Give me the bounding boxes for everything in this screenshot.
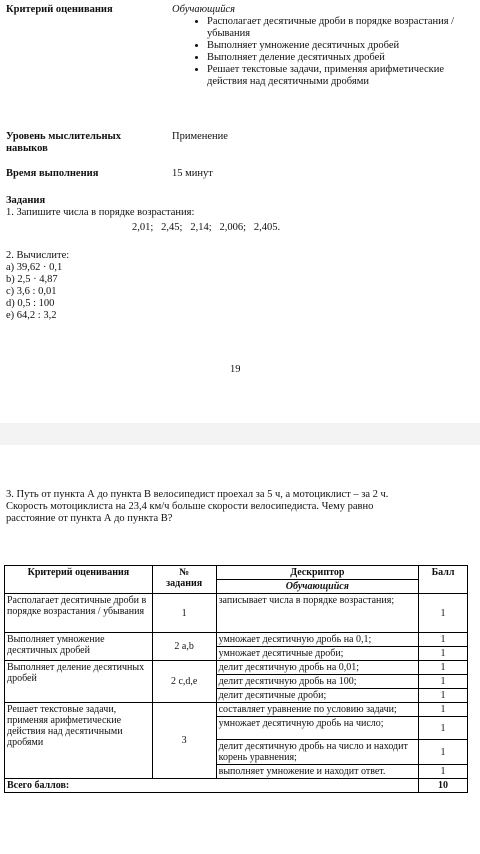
total-value: 10	[419, 779, 468, 793]
score-cell: 1	[419, 647, 468, 661]
header-descriptor: Дескриптор	[216, 566, 418, 580]
task-cell: 2 a,b	[152, 633, 216, 661]
descriptor-cell: делит десятичную дробь на 100;	[216, 675, 418, 689]
header-criteria: Критерий оценивания	[5, 566, 153, 594]
score-cell: 1	[419, 703, 468, 717]
descriptor-cell: выполняет умножение и находит ответ.	[216, 765, 418, 779]
list-item: c) 3,6 : 0,01	[6, 286, 57, 297]
total-label: Всего баллов:	[5, 779, 419, 793]
task1-text: 1. Запишите числа в порядке возрастания:	[6, 207, 195, 218]
task-cell: 1	[152, 594, 216, 633]
table-row	[5, 633, 468, 647]
score-cell: 1	[419, 594, 468, 633]
task1-numbers: 2,01; 2,45; 2,14; 2,006; 2,405.	[132, 222, 281, 233]
criterion-cell: Решает текстовые задачи, применяя арифметические действия над десятичными дробями	[5, 703, 153, 779]
total-row	[5, 779, 468, 793]
score-cell: 1	[419, 689, 468, 703]
time-label: Время выполнения	[6, 168, 99, 179]
score-cell: 1	[419, 675, 468, 689]
list-item: e) 64,2 : 3,2	[6, 310, 57, 321]
criteria-item: • Располагает десятичные дроби в порядке возрастания / убывания	[207, 16, 472, 40]
thinking-skills-label: Уровень мыслительных навыков	[6, 131, 121, 154]
criterion-cell: Выполняет умножение десятичных дробей	[5, 633, 153, 661]
thinking-skills-value: Применение	[172, 131, 228, 142]
list-item: b) 2,5 · 4,87	[6, 274, 58, 285]
score-cell: 1	[419, 717, 468, 740]
descriptor-cell: записывает числа в порядке возрастания;	[216, 594, 418, 633]
criteria-item: • Выполняет деление десятичных дробей	[207, 52, 472, 64]
task-cell: 2 c,d,e	[152, 661, 216, 703]
criteria-label: Критерий оценивания	[6, 4, 113, 15]
descriptor-cell: умножает десятичные дроби;	[216, 647, 418, 661]
criterion-cell: Выполняет деление десятичных дробей	[5, 661, 153, 703]
descriptor-cell: умножает десятичную дробь на число;	[216, 717, 418, 740]
score-cell: 1	[419, 740, 468, 765]
descriptor-cell: делит десятичную дробь на 0,01;	[216, 661, 418, 675]
learner-label: Обучающийся	[172, 4, 236, 15]
score-cell: 1	[419, 633, 468, 647]
header-descriptor-sub: Обучающийся	[216, 580, 418, 594]
time-value: 15 минут	[172, 168, 213, 179]
table-row	[5, 661, 468, 675]
criteria-item: • Выполняет умножение десятичных дробей	[207, 40, 472, 52]
table-row	[5, 594, 468, 633]
tasks-heading: Задания	[6, 195, 46, 206]
score-cell: 1	[419, 661, 468, 675]
descriptor-cell: делит десятичную дробь на число и находит корень уравнения;	[216, 740, 418, 765]
header-score: Балл	[419, 566, 468, 594]
task2-text: 2. Вычислите:	[6, 250, 70, 261]
list-item: a) 39,62 · 0,1	[6, 262, 63, 273]
page-divider	[0, 423, 480, 445]
criteria-list	[172, 16, 472, 88]
task3-text: 3. Путь от пункта А до пункта В велосипедист проехал за 5 ч, а мотоциклист – за 2 ч. Скорость мотоциклиста на 23,4 км/ч больше скорости велосипедиста. Чему равно расстояние от пункта А до пункта В?	[6, 489, 389, 524]
list-item: d) 0,5 : 100	[6, 298, 55, 309]
page-number: 19	[230, 364, 241, 375]
score-cell: 1	[419, 765, 468, 779]
task-cell: 3	[152, 703, 216, 779]
criterion-cell: Располагает десятичные дроби в порядке возрастания / убывания	[5, 594, 153, 633]
header-task-no: № задания	[152, 566, 216, 594]
grading-table	[4, 565, 468, 793]
descriptor-cell: составляет уравнение по условию задачи;	[216, 703, 418, 717]
task2-list	[6, 262, 62, 322]
table-row	[5, 703, 468, 717]
descriptor-cell: делит десятичные дроби;	[216, 689, 418, 703]
criteria-item: • Решает текстовые задачи, применяя арифметические действия над десятичными дробями	[207, 64, 472, 88]
descriptor-cell: умножает десятичную дробь на 0,1;	[216, 633, 418, 647]
